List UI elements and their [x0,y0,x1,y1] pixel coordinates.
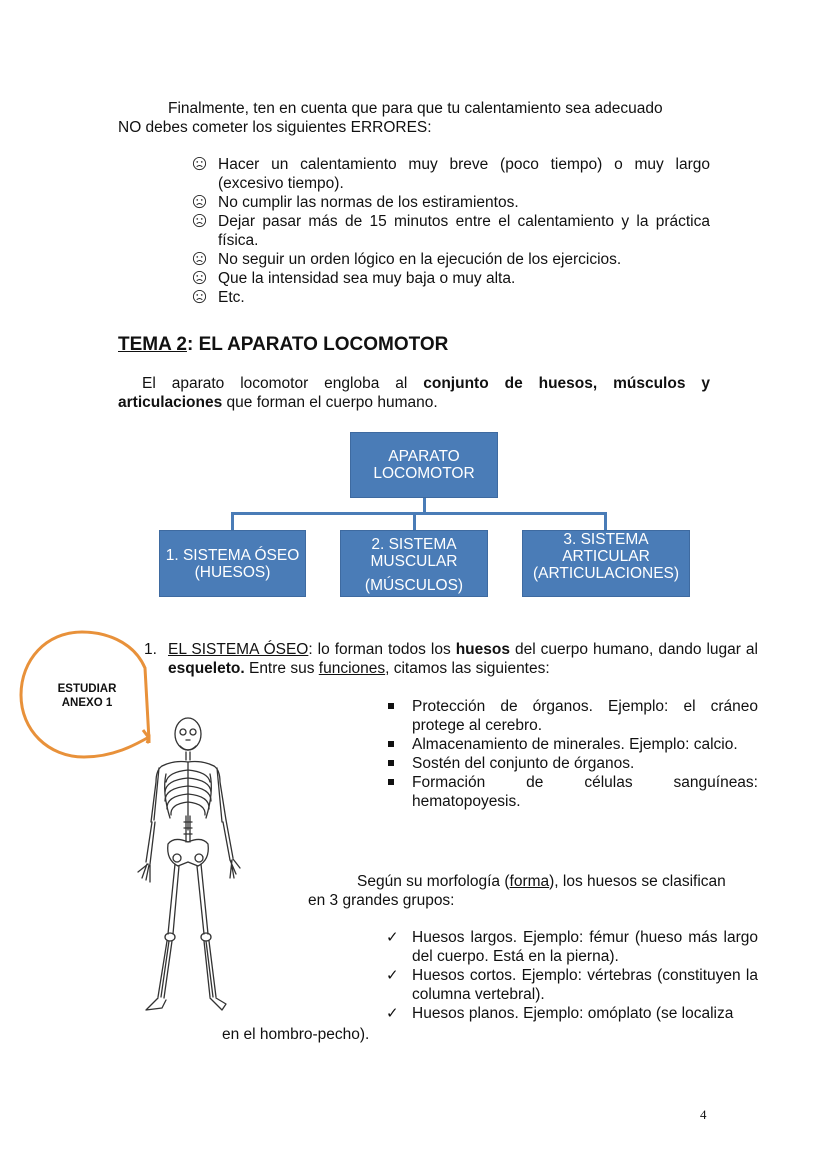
function-text: Formación de células sanguíneas: hematopoyesis. [412,774,758,810]
morphology-text: ), los huesos se clasifican [549,873,726,890]
bubble-label [44,682,130,710]
intro-line-1: Finalmente, ten en cuenta que para que tu calentamiento sea adecuado [168,100,663,117]
frown-face-icon [192,194,207,209]
function-text: Almacenamiento de minerales. Ejemplo: calcio. [412,736,738,753]
trailing-text: en el hombro-pecho). [222,1026,370,1043]
error-text: Hacer un calentamiento muy breve (poco tiempo) o muy largo (excesivo tiempo). [218,156,710,192]
section1-text: Entre sus [244,660,319,677]
errors-list [192,155,710,307]
section1-underline: funciones [318,660,386,677]
morphology-line-2: en 3 grandes grupos: [308,892,455,909]
frown-face-icon [192,289,207,304]
section1-number: 1. [144,641,157,658]
check-mark-icon: ✓ [386,929,399,946]
list-item [386,735,758,754]
list-item [192,250,710,269]
list-item [386,928,758,966]
error-text: Dejar pasar más de 15 minutos entre el calentamiento y la práctica física. [218,213,710,249]
diagram-muscular-line1: 2. SISTEMA MUSCULAR [370,536,458,570]
page-number: 4 [700,1107,707,1122]
list-item [192,288,710,307]
connector-line [231,512,234,530]
definition-paragraph [118,374,710,412]
section1-text: del cuerpo humano, dando lugar al [509,641,758,658]
list-item [386,697,758,735]
frown-face-icon [192,270,207,285]
diagram-box-articular: 3. SISTEMA ARTICULAR (ARTICULACIONES) [522,530,690,597]
section-heading [118,333,448,357]
list-item [192,212,710,250]
function-text: Protección de órganos. Ejemplo: el cráneo protege al cerebro. [412,698,758,734]
connector-line [413,512,416,530]
diagram-muscular-line2: (MÚSCULOS) [364,577,464,594]
diagram-box-oseo: 1. SISTEMA ÓSEO (HUESOS) [159,530,306,597]
list-item [192,269,710,288]
bubble-line-2: ANEXO 1 [61,697,113,709]
function-text: Sostén del conjunto de órganos. [412,755,635,772]
morphology-text: Según su morfología ( [357,873,510,890]
frown-face-icon [192,251,207,266]
section1-text: : lo forman todos los [308,641,456,658]
error-text: Que la intensidad sea muy baja o muy alta. [218,270,516,287]
bone-type-text: Huesos largos. Ejemplo: fémur (hueso más largo del cuerpo. Está en la pierna). [412,929,758,965]
square-bullet-icon [388,741,394,747]
morphology-underline: forma [509,873,550,890]
connector-line [604,512,607,530]
square-bullet-icon [388,779,394,785]
error-text: No seguir un orden lógico en la ejecución de los ejercicios. [218,251,622,268]
definition-prefix: El aparato locomotor engloba al [142,375,424,392]
connector-line [231,512,607,515]
diagram-root-box: APARATO LOCOMOTOR [350,432,498,498]
bubble-line-1: ESTUDIAR [57,683,117,695]
section1-text: , citamos las siguientes: [385,660,550,677]
list-item [192,155,710,193]
skeleton-illustration [118,712,248,1017]
section1-bold: huesos [455,641,510,658]
heading-title: : EL APARATO LOCOMOTOR [186,334,449,355]
section1-title: EL SISTEMA ÓSEO [168,641,309,658]
intro-line-2: NO debes cometer los siguientes ERRORES: [118,119,432,136]
bone-type-text: Huesos cortos. Ejemplo: vértebras (constituyen la columna vertebral). [412,967,758,1003]
square-bullet-icon [388,703,394,709]
section1-bold: esqueleto. [168,660,245,677]
bone-types-list [386,928,758,1023]
list-item [386,966,758,1004]
list-item [386,754,758,773]
definition-bold: conjunto de huesos, músculos y articulaciones [118,375,710,411]
frown-face-icon [192,156,207,171]
square-bullet-icon [388,760,394,766]
check-mark-icon: ✓ [386,967,399,984]
error-text: No cumplir las normas de los estiramientos. [218,194,519,211]
check-mark-icon: ✓ [386,1005,399,1022]
bone-type-text: Huesos planos. Ejemplo: omóplato (se localiza [412,1005,734,1022]
list-item [386,773,758,811]
section1-paragraph [168,640,758,678]
list-item [386,1004,758,1023]
morphology-line-1 [357,872,726,891]
diagram-box-muscular [340,530,488,597]
definition-suffix: que forman el cuerpo humano. [222,394,438,411]
list-item [192,193,710,212]
error-text: Etc. [218,289,245,306]
functions-list [386,697,758,811]
heading-label: TEMA 2 [118,334,187,355]
frown-face-icon [192,213,207,228]
